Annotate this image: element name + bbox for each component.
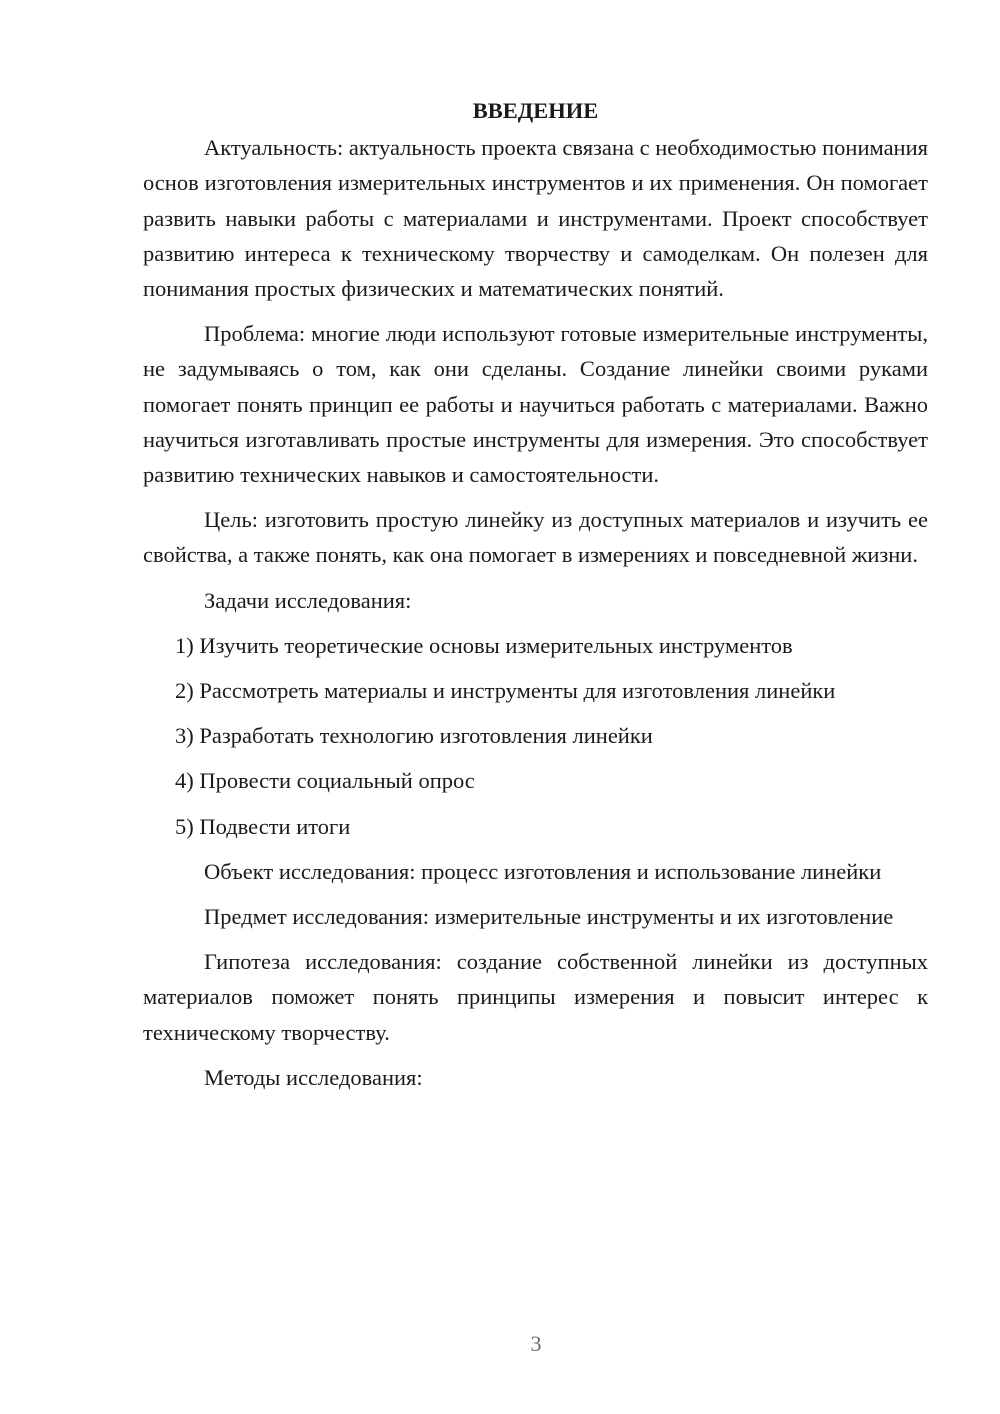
page-content bbox=[143, 93, 928, 1095]
page-title: ВВЕДЕНИЕ bbox=[472, 98, 599, 123]
object-paragraph: Объект исследования: процесс изготовления и использование линейки bbox=[204, 858, 882, 884]
hypothesis-paragraph: Гипотеза исследования: создание собственной линейки из доступных материалов поможет понять принципы измерения и повысит интерес к техническому творчеству. bbox=[143, 949, 928, 1045]
problem-paragraph: Проблема: многие люди используют готовые измерительные инструменты, не задумываясь о том, как они сделаны. Создание линейки своими руками помогает понять принцип ее работы и научиться работать с материалами. Важно научиться изготавливать простые инструменты для измерения. Это способствует развитию технических навыков и самостоятельности. bbox=[143, 321, 928, 488]
list-item: 4) Провести социальный опрос bbox=[175, 768, 475, 794]
list-item: 3) Разработать технологию изготовления линейки bbox=[175, 723, 653, 749]
list-item: 1) Изучить теоретические основы измерительных инструментов bbox=[175, 632, 793, 658]
goal-paragraph: Цель: изготовить простую линейку из доступных материалов и изучить ее свойства, а также понять, как она помогает в измерениях и повседневной жизни. bbox=[143, 507, 928, 568]
tasks-heading: Задачи исследования: bbox=[204, 587, 412, 613]
tasks-list bbox=[143, 628, 928, 844]
subject-paragraph: Предмет исследования: измерительные инструменты и их изготовление bbox=[204, 904, 894, 930]
relevance-paragraph: Актуальность: актуальность проекта связана с необходимостью понимания основ изготовления измерительных инструментов и их применения. Он помогает развить навыки работы с материалами и инструментами. Проект способствует развитию интереса к техническому творчеству и самоделкам. Он полезен для понимания простых физических и математических понятий. bbox=[143, 135, 928, 302]
methods-heading: Методы исследования: bbox=[204, 1064, 423, 1090]
list-item: 2) Рассмотреть материалы и инструменты для изготовления линейки bbox=[175, 678, 836, 704]
page-number: 3 bbox=[530, 1331, 542, 1356]
list-item: 5) Подвести итоги bbox=[175, 813, 351, 839]
